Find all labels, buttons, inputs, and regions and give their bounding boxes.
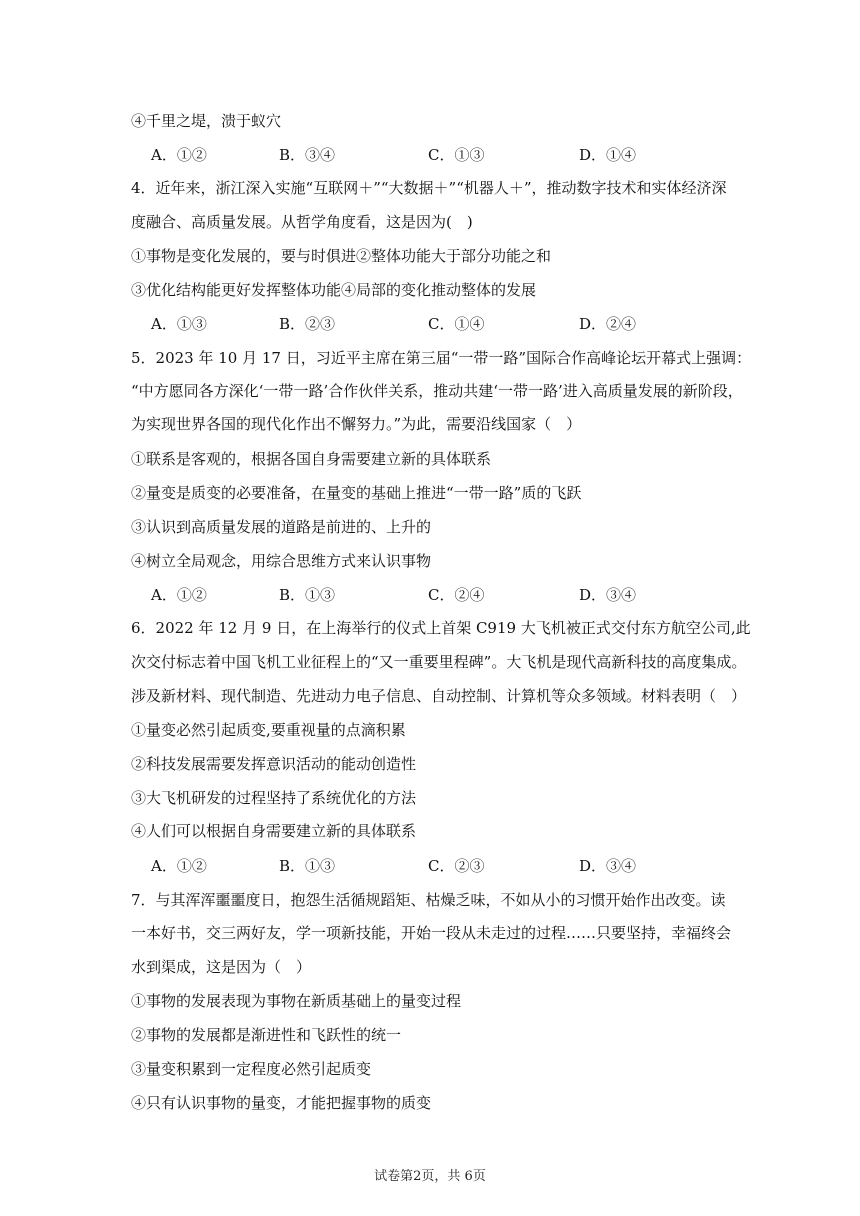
question-5-item-2: ②量变是质变的必要准备，在量变的基础上推进“一带一路”质的飞跃: [131, 484, 582, 502]
option-d: D．②④: [579, 315, 637, 333]
question-7-stem-line-3: 水到渠成，这是因为（ ）: [131, 958, 312, 976]
option-a: A．①②: [151, 146, 207, 164]
question-4-stem-line-2: 度融合、高质量发展。从哲学角度看，这是因为( ): [131, 213, 473, 231]
option-c: C．①③: [428, 146, 485, 164]
option-a: A．①②: [151, 857, 207, 875]
question-5-stem-line-3: 为实现世界各国的现代化作出不懈努力。”为此，需要沿线国家（ ）: [131, 415, 582, 433]
option-b: B．②③: [279, 315, 336, 333]
option-c: C．①④: [428, 315, 485, 333]
option-d: D．①④: [579, 146, 637, 164]
question-4-stem-line-1: 4．近年来，浙江深入实施“互联网＋”“大数据＋”“机器人＋”，推动数字技术和实体经济深: [131, 179, 727, 197]
question-6-item-3: ③大飞机研发的过程坚持了系统优化的方法: [131, 789, 417, 807]
question-6-item-4: ④人们可以根据自身需要建立新的具体联系: [131, 822, 417, 840]
question-7-stem-line-1: 7．与其浑浑噩噩度日，抱怨生活循规蹈矩、枯燥乏味，不如从小的习惯开始作出改变。读: [131, 891, 726, 909]
question-7-item-4: ④只有认识事物的量变，才能把握事物的质变: [131, 1094, 432, 1112]
question-4-item-2: ③优化结构能更好发挥整体功能④局部的变化推动整体的发展: [131, 281, 537, 299]
option-d: D．③④: [579, 586, 637, 604]
option-b: B．①③: [279, 586, 336, 604]
prev-question-item-4: ④千里之堤，溃于蚁穴: [131, 112, 282, 130]
page-footer: 试卷第2页，共 6页: [374, 1169, 486, 1184]
question-6-stem-line-1: 6．2022 年 12 月 9 日，在上海举行的仪式上首架 C919 大飞机被正式交付东方航空公司,此: [131, 619, 751, 637]
question-7-item-2: ②事物的发展都是渐进性和飞跃性的统一: [131, 1026, 402, 1044]
question-7-item-1: ①事物的发展表现为事物在新质基础上的量变过程: [131, 992, 462, 1010]
question-7-item-3: ③量变积累到一定程度必然引起质变: [131, 1060, 372, 1078]
question-4-item-1: ①事物是变化发展的，要与时俱进②整体功能大于部分功能之和: [131, 247, 552, 265]
question-5-item-4: ④树立全局观念，用综合思维方式来认识事物: [131, 552, 432, 570]
question-5-stem-line-1: 5．2023 年 10 月 17 日，习近平主席在第三届“一带一路”国际合作高峰论坛开幕式上强调：: [131, 349, 752, 367]
option-a: A．①②: [151, 586, 207, 604]
option-d: D．③④: [579, 857, 637, 875]
question-5-item-3: ③认识到高质量发展的道路是前进的、上升的: [131, 518, 432, 536]
question-6-item-1: ①量变必然引起质变,要重视量的点滴积累: [131, 721, 406, 739]
option-c: C．②③: [428, 857, 485, 875]
option-b: B．①③: [279, 857, 336, 875]
option-c: C．②④: [428, 586, 485, 604]
question-5-stem-line-2: “中方愿同各方深化‘一带一路’合作伙伴关系，推动共建‘一带一路’进入高质量发展的新阶段，: [131, 382, 743, 400]
question-6-item-2: ②科技发展需要发挥意识活动的能动创造性: [131, 755, 417, 773]
question-6-stem-line-3: 涉及新材料、现代制造、先进动力电子信息、自动控制、计算机等众多领域。材料表明（ ）: [131, 687, 747, 705]
option-a: A．①③: [151, 315, 207, 333]
option-b: B．③④: [279, 146, 336, 164]
question-6-stem-line-2: 次交付标志着中国飞机工业征程上的“又一重要里程碑”。大飞机是现代高新科技的高度集成。: [131, 653, 747, 671]
question-7-stem-line-2: 一本好书，交三两好友，学一项新技能，开始一段从未走过的过程……只要坚持，幸福终会: [131, 924, 732, 942]
question-5-item-1: ①联系是客观的，根据各国自身需要建立新的具体联系: [131, 450, 492, 468]
